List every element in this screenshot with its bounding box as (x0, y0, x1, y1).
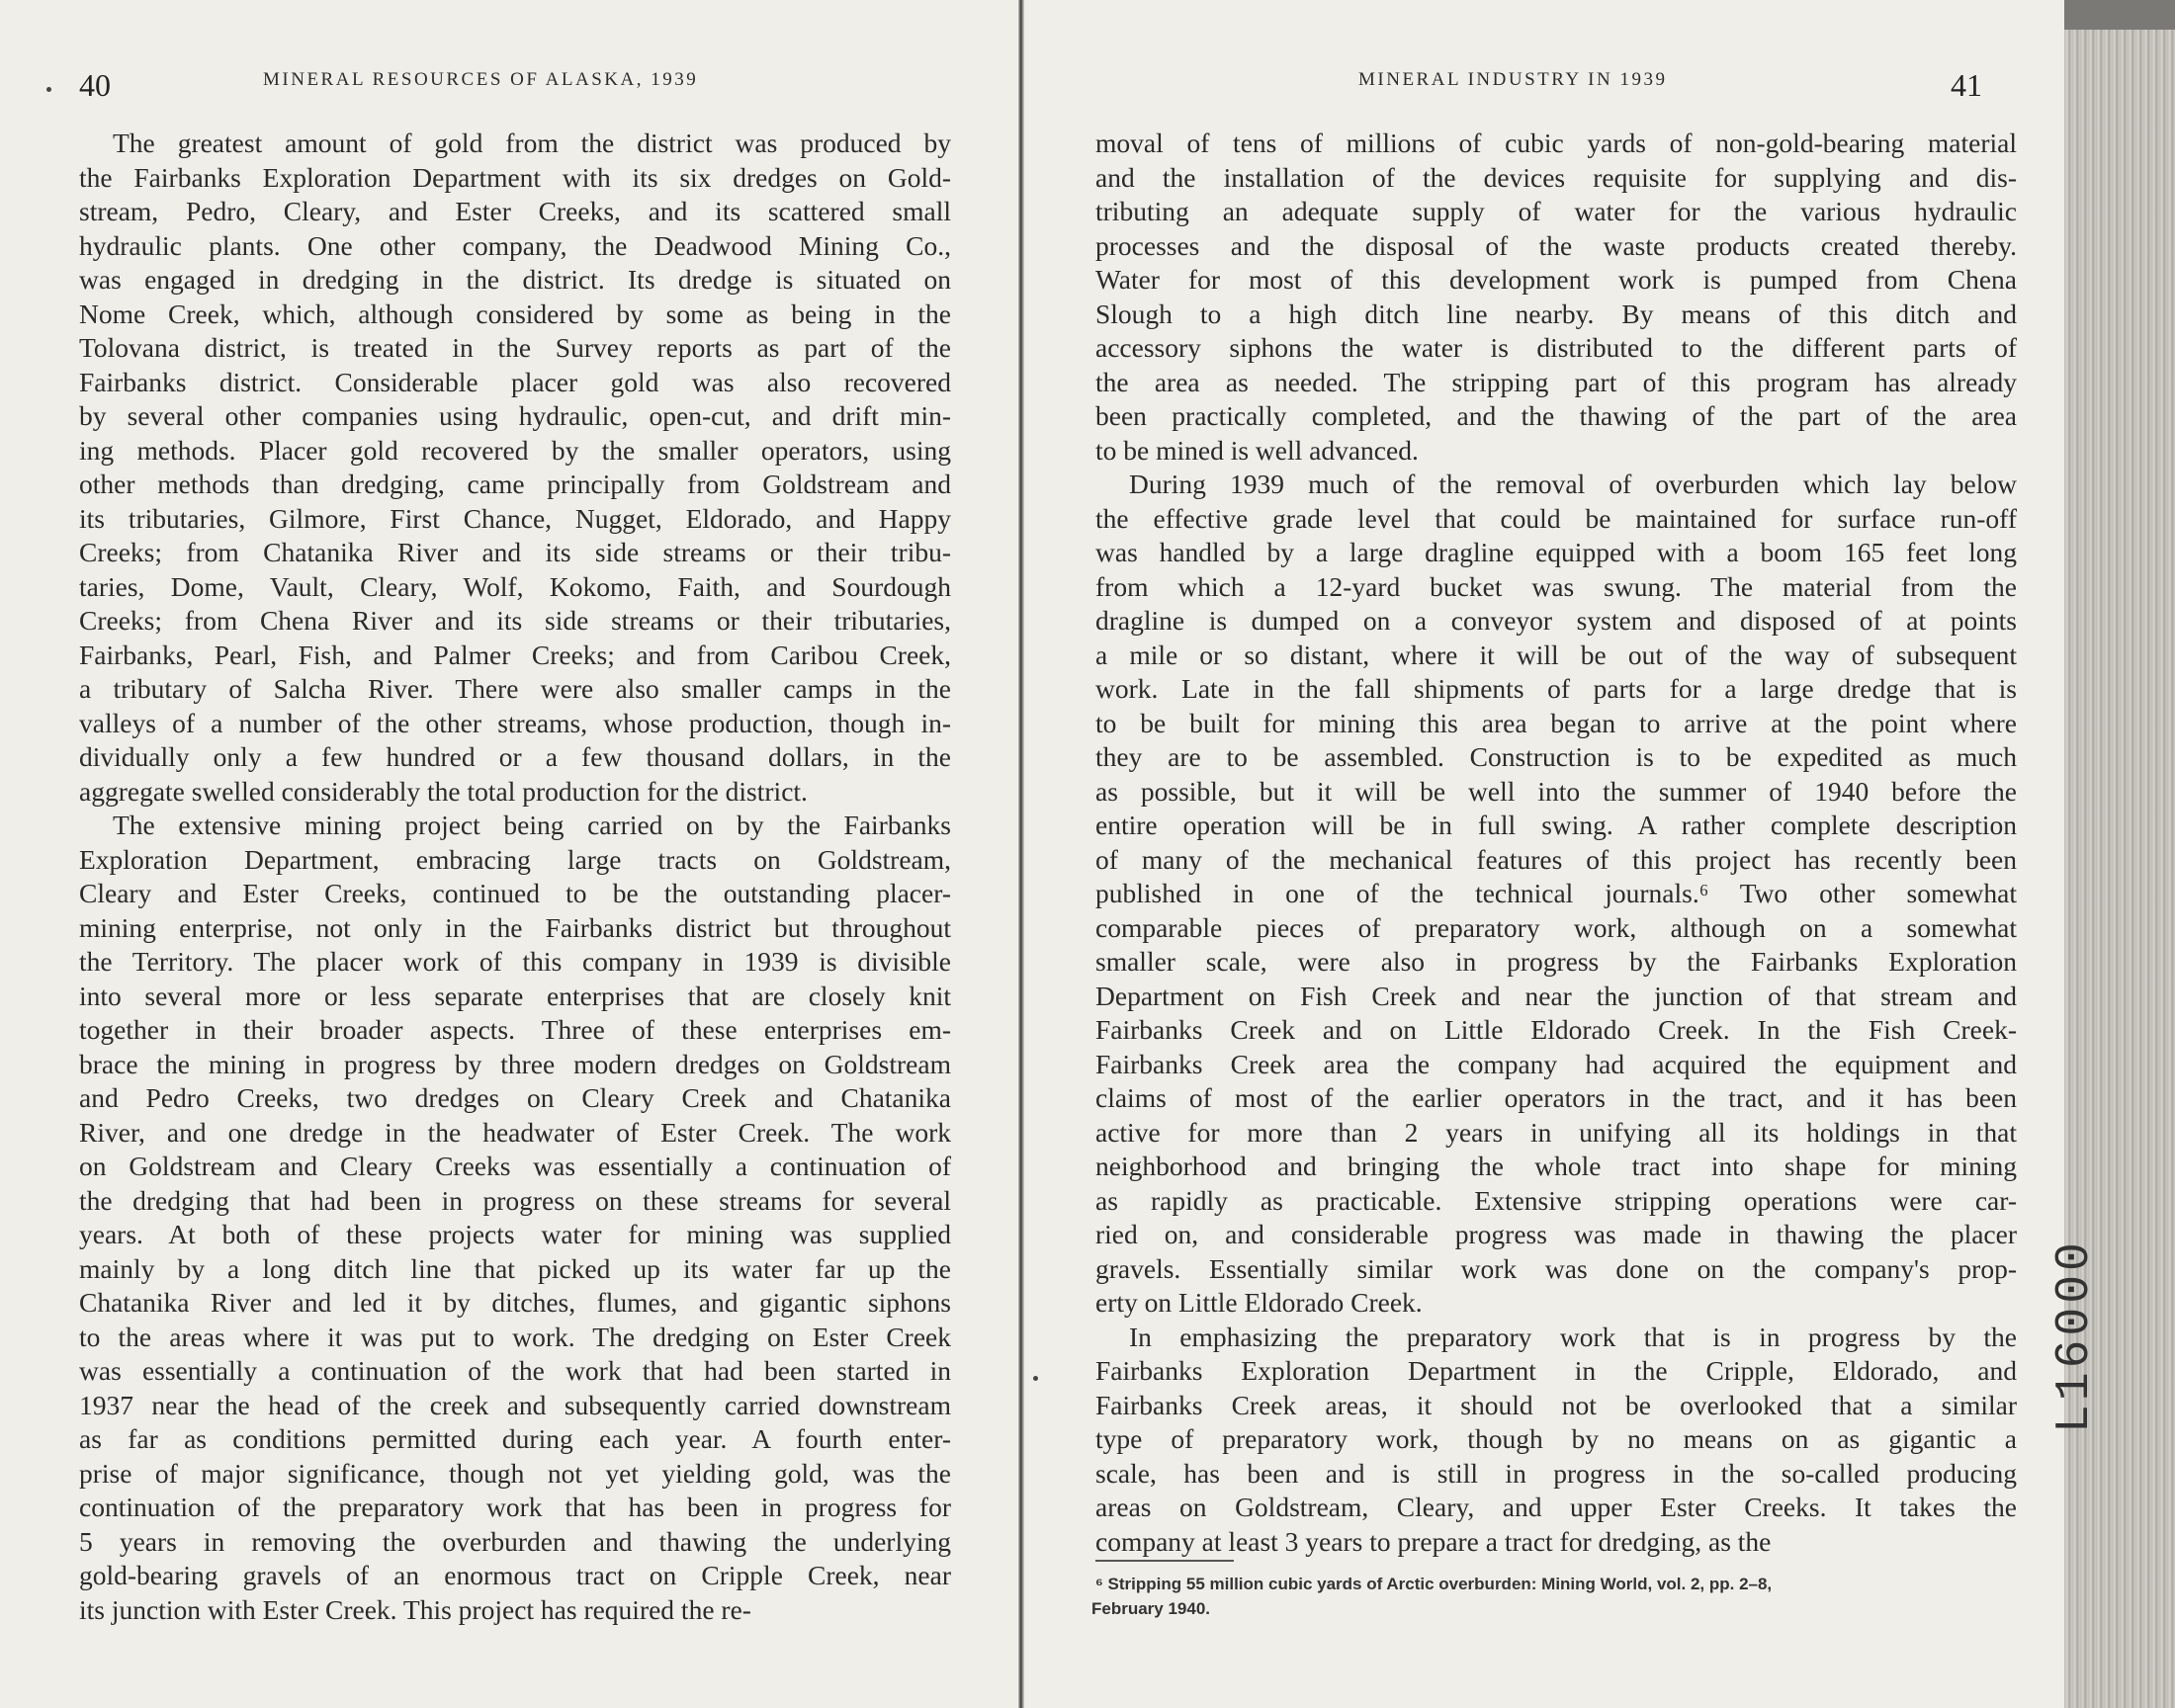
text-line: neighborhood and bringing the whole tract into shape for mining (1095, 1151, 2017, 1181)
text-line: years. At both of these projects water for mining was supplied (79, 1219, 951, 1249)
left-page (0, 0, 1022, 1708)
text-line: ried on, and considerable progress was made in thawing the placer (1095, 1219, 2017, 1249)
text-line: into several more or less separate enterprises that are closely knit (79, 980, 951, 1011)
text-line: areas on Goldstream, Cleary, and upper Ester Creeks. It takes the (1095, 1492, 2017, 1522)
text-line: the Fairbanks Exploration Department with its six dredges on Gold- (79, 161, 951, 193)
text-line: smaller scale, were also in progress by the Fairbanks Exploration (1095, 946, 2017, 977)
text-line: the effective grade level that could be maintained for surface run-off (1095, 502, 2017, 534)
text-line: tributing an adequate supply of water for the various hydraulic (1095, 196, 2017, 226)
text-line: Slough to a high ditch line nearby. By means of this ditch and (1095, 298, 2017, 329)
text-line: Chatanika River and led it by ditches, flumes, and gigantic siphons (79, 1287, 951, 1318)
text-line: to be built for mining this area began to arrive at the point where (1095, 707, 2017, 738)
text-line: the area as needed. The stripping part of this program has already (1095, 366, 2017, 397)
text-line: been practically completed, and the thawing of the part of the area (1095, 400, 2017, 431)
text-line: Cleary and Ester Creeks, continued to be the outstanding placer- (79, 878, 951, 908)
text-line: scale, has been and is still in progress in the so-called producing (1095, 1457, 2017, 1489)
speck (46, 87, 51, 92)
page-number: 40 (79, 67, 111, 103)
text-line: During 1939 much of the removal of overburden which lay below (1129, 469, 2017, 499)
text-line: was essentially a continuation of the work that had been started in (79, 1355, 951, 1386)
text-line: claims of most of the earlier operators in the tract, and it has been (1095, 1082, 2017, 1113)
text-column-right (1095, 127, 2017, 1559)
text-line: company at least 3 years to prepare a tract for dredging, as the (1095, 1525, 1772, 1557)
text-line: a mile or so distant, where it will be out of the way of subsequent (1095, 639, 2017, 670)
text-line: Fairbanks, Pearl, Fish, and Palmer Creeks; and from Caribou Creek, (79, 639, 951, 670)
text-line: to be mined is well advanced. (1095, 434, 1419, 466)
text-line: Fairbanks Creek and on Little Eldorado Creek. In the Fish Creek- (1095, 1014, 2017, 1045)
right-page (1024, 0, 2064, 1708)
running-head: MINERAL RESOURCES OF ALASKA, 1939 (263, 69, 699, 90)
text-line: and Pedro Creeks, two dredges on Cleary Creek and Chatanika (79, 1082, 951, 1113)
text-line: mining enterprise, not only in the Fairbanks district but throughout (79, 911, 951, 943)
text-line: was handled by a large dragline equipped with a boom 165 feet long (1095, 537, 2017, 567)
text-line: other methods than dredging, came principally from Goldstream and (79, 469, 951, 499)
text-line: Fairbanks Creek areas, it should not be overlooked that a similar (1095, 1389, 2017, 1420)
text-line: by several other companies using hydraulic, open-cut, and drift min- (79, 400, 951, 431)
text-line: Fairbanks Creek area the company had acquired the equipment and (1095, 1048, 2017, 1079)
text-line: from which a 12-yard bucket was swung. The material from the (1095, 570, 2017, 602)
text-line: Exploration Department, embracing large tracts on Goldstream, (79, 843, 951, 875)
text-line: 5 years in removing the overburden and thawing the underlying (79, 1525, 951, 1557)
text-line: 1937 near the head of the creek and subsequently carried downstream (79, 1389, 951, 1420)
text-column-left (79, 127, 951, 1627)
text-line: Tolovana district, is treated in the Survey reports as part of the (79, 332, 951, 363)
running-head: MINERAL INDUSTRY IN 1939 (1358, 69, 1668, 90)
text-line: Water for most of this development work is pumped from Chena (1095, 264, 2017, 295)
text-line: on Goldstream and Cleary Creeks was essentially a continuation of (79, 1151, 951, 1181)
text-line: was engaged in dredging in the district. Its dredge is situated on (79, 264, 951, 295)
text-line: accessory siphons the water is distributed to the different parts of (1095, 332, 2017, 363)
text-line: they are to be assembled. Construction is to be expedited as much (1095, 741, 2017, 772)
text-line: published in one of the technical journals.⁶ Two other somewhat (1095, 878, 2017, 908)
text-line: entire operation will be in full swing. A rather complete description (1095, 810, 2017, 840)
paragraph (79, 127, 951, 809)
text-line: as far as conditions permitted during each year. A fourth enter- (79, 1423, 951, 1454)
footnote-line: February 1940. (1091, 1599, 1211, 1618)
text-line: The greatest amount of gold from the district was produced by (113, 128, 951, 158)
text-line: Creeks; from Chena River and its side streams or their tributaries, (79, 605, 951, 636)
text-line: continuation of the preparatory work that has been in progress for (79, 1492, 951, 1522)
paragraph (1095, 127, 2017, 468)
text-line: Department on Fish Creek and near the junction of that stream and (1095, 980, 2017, 1011)
text-line: together in their broader aspects. Three of these enterprises em- (79, 1014, 951, 1045)
text-line: prise of major significance, though not yet yielding gold, was the (79, 1457, 951, 1489)
text-line: dividually only a few hundred or a few thousand dollars, in the (79, 741, 951, 772)
paragraph (79, 809, 951, 1627)
text-line: ing methods. Placer gold recovered by the smaller operators, using (79, 434, 951, 466)
text-line: moval of tens of millions of cubic yards of non-gold-bearing material (1095, 128, 2017, 158)
footnote-rule (1095, 1560, 1234, 1562)
text-line: hydraulic plants. One other company, the Deadwood Mining Co., (79, 229, 951, 261)
text-line: Fairbanks Exploration Department in the Cripple, Eldorado, and (1095, 1355, 2017, 1386)
text-line: comparable pieces of preparatory work, although on a somewhat (1095, 911, 2017, 943)
text-line: type of preparatory work, though by no means on as gigantic a (1095, 1423, 2017, 1454)
text-line: a tributary of Salcha River. There were also smaller camps in the (79, 673, 951, 704)
text-line: and the installation of the devices requisite for supplying and dis- (1095, 161, 2017, 193)
edge-stamp: L16000 (2048, 1238, 2102, 1433)
text-line: River, and one dredge in the headwater of Ester Creek. The work (79, 1116, 951, 1148)
page-edge-top (2064, 0, 2175, 30)
text-line: valleys of a number of the other streams, whose production, though in- (79, 707, 951, 738)
text-line: Creeks; from Chatanika River and its side streams or their tribu- (79, 537, 951, 567)
text-line: the dredging that had been in progress on these streams for several (79, 1184, 951, 1216)
text-line: dragline is dumped on a conveyor system and disposed of at points (1095, 605, 2017, 636)
text-line: Nome Creek, which, although considered by some as being in the (79, 298, 951, 329)
footnote-line: ⁶ Stripping 55 million cubic yards of Arctic overburden: Mining World, vol. 2, pp. 2–8, (1095, 1575, 1773, 1593)
text-line: active for more than 2 years in unifying all its holdings in that (1095, 1116, 2017, 1148)
text-line: the Territory. The placer work of this company in 1939 is divisible (79, 946, 951, 977)
paragraph (1095, 468, 2017, 1321)
text-line: In emphasizing the preparatory work that is in progress by the (1129, 1321, 2017, 1352)
text-line: of many of the mechanical features of this project has recently been (1095, 843, 2017, 875)
speck (1033, 1376, 1038, 1381)
text-line: to the areas where it was put to work. The dredging on Ester Creek (79, 1321, 951, 1352)
text-line: taries, Dome, Vault, Cleary, Wolf, Kokomo, Faith, and Sourdough (79, 570, 951, 602)
text-line: gravels. Essentially similar work was done on the company's prop- (1095, 1252, 2017, 1284)
text-line: brace the mining in progress by three modern dredges on Goldstream (79, 1048, 951, 1079)
paragraph (1095, 1321, 2017, 1560)
footnote (1091, 1572, 1967, 1621)
text-line: Fairbanks district. Considerable placer gold was also recovered (79, 366, 951, 397)
text-line: The extensive mining project being carried on by the Fairbanks (113, 810, 951, 840)
text-line: erty on Little Eldorado Creek. (1095, 1287, 1423, 1318)
text-line: gold-bearing gravels of an enormous tract on Cripple Creek, near (79, 1560, 951, 1590)
page-number: 41 (1951, 67, 1982, 103)
text-line: as possible, but it will be well into the summer of 1940 before the (1095, 775, 2017, 807)
text-line: stream, Pedro, Cleary, and Ester Creeks, and its scattered small (79, 196, 951, 226)
text-line: aggregate swelled considerably the total production for the district. (79, 775, 808, 807)
text-line: mainly by a long ditch line that picked up its water far up the (79, 1252, 951, 1284)
text-line: processes and the disposal of the waste products created thereby. (1095, 229, 2017, 261)
text-line: work. Late in the fall shipments of parts for a large dredge that is (1095, 673, 2017, 704)
page-edge (2064, 0, 2175, 1708)
text-line: as rapidly as practicable. Extensive stripping operations were car- (1095, 1184, 2017, 1216)
text-line: its junction with Ester Creek. This project has required the re- (79, 1593, 751, 1625)
text-line: its tributaries, Gilmore, First Chance, Nugget, Eldorado, and Happy (79, 502, 951, 534)
